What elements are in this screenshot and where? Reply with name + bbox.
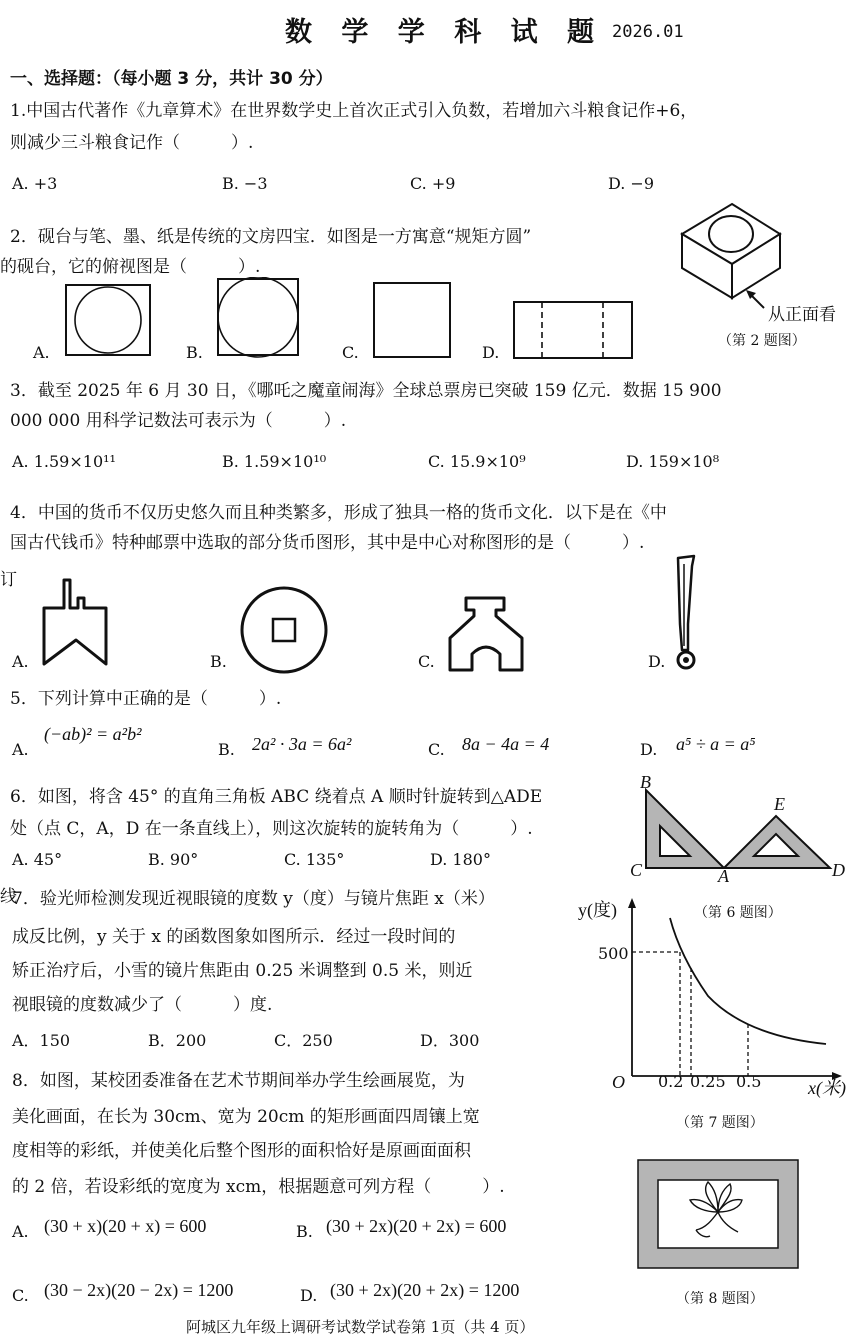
q5-option-c[interactable]: C.: [428, 740, 445, 759]
q6-option-c[interactable]: C. 135°: [284, 850, 345, 869]
q1-option-b[interactable]: B. −3: [222, 174, 268, 193]
question-7-line-1: 7．验光师检测发现近视眼镜的度数 y（度）与镜片焦距 x（米）: [12, 889, 495, 909]
graph-x-label: x(米): [808, 1078, 846, 1098]
question-6-line-2: 处（点 C，A，D 在一条直线上），则这次旋转的旋转角为（ ）.: [10, 819, 533, 839]
q2-option-d[interactable]: D.: [482, 343, 500, 362]
page-footer: 阿城区九年级上调研考试数学试卷第 1页（共 4 页）: [186, 1318, 535, 1336]
q7-option-d[interactable]: D．300: [420, 1031, 480, 1050]
point-c-label: C: [630, 860, 643, 880]
question-8-line-3: 度相等的彩纸，并使美化后整个图形的面积恰好是原画面面积: [12, 1141, 471, 1161]
q5-expr-c: 8a − 4a = 4: [462, 734, 550, 754]
q7-option-c[interactable]: C．250: [274, 1031, 333, 1050]
q6-option-d[interactable]: D. 180°: [430, 850, 491, 869]
page-title: 数 学 学 科 试 题: [285, 17, 604, 48]
q2-figure-a: [64, 283, 154, 359]
point-d-label: D: [832, 860, 845, 880]
question-4-line-1: 4．中国的货币不仅历史悠久而且种类繁多，形成了独具一格的货币文化．以下是在《中: [10, 503, 667, 523]
q7-option-a[interactable]: A．150: [12, 1031, 71, 1050]
q8-expr-c: (30 − 2x)(20 − 2x) = 1200: [44, 1280, 234, 1300]
question-1-line-1: 1.中国古代著作《九章算术》在世界数学史上首次正式引入负数，若增加六斗粮食记作+6，: [10, 101, 698, 121]
point-a-label: A: [718, 866, 729, 886]
binding-mark-ding: 订: [0, 570, 17, 590]
question-3-line-2: 000 000 用科学记数法可表示为（ ）.: [10, 411, 347, 431]
q3-option-b[interactable]: B. 1.59×10¹⁰: [222, 452, 327, 471]
q8-framed-painting-figure: [636, 1158, 800, 1270]
q8-option-c[interactable]: C.: [12, 1286, 29, 1305]
q2-option-c[interactable]: C.: [342, 343, 359, 362]
q7-caption: （第 7 题图）: [676, 1115, 764, 1131]
question-4-line-2: 国古代钱币》特种邮票中选取的部分货币图形，其中是中心对称图形的是（ ）.: [10, 533, 645, 553]
q2-option-b[interactable]: B.: [186, 343, 203, 362]
q8-option-b[interactable]: B.: [296, 1222, 313, 1241]
question-5-line-1: 5．下列计算中正确的是（ ）.: [10, 689, 282, 709]
q8-expr-b: (30 + 2x)(20 + 2x) = 600: [326, 1216, 507, 1236]
q2-caption: （第 2 题图）: [718, 333, 806, 349]
q4-option-d[interactable]: D.: [648, 652, 666, 671]
q5-option-a[interactable]: A.: [12, 740, 29, 759]
graph-x-tick-0-5: 0.5: [736, 1072, 762, 1091]
q2-option-a[interactable]: A.: [33, 343, 50, 362]
question-7-line-2: 成反比例，y 关于 x 的函数图象如图所示．经过一段时间的: [12, 927, 456, 947]
q2-figure-b: [216, 277, 302, 359]
q2-arrow-label: 从正面看: [768, 305, 836, 325]
painting-area: [658, 1180, 778, 1248]
q7-function-graph: [596, 896, 858, 1102]
graph-origin: O: [612, 1072, 625, 1092]
section-heading: 一、选择题：（每小题 3 分，共计 30 分）: [10, 69, 333, 89]
q2-figure-c: [372, 281, 454, 359]
question-8-line-4: 的 2 倍，若设彩纸的宽度为 xcm，根据题意可列方程（ ）.: [12, 1177, 505, 1197]
q4-option-b[interactable]: B.: [210, 652, 227, 671]
inkstone-well: [709, 216, 753, 252]
q8-option-d[interactable]: D.: [300, 1286, 318, 1305]
question-3-line-1: 3．截至 2025 年 6 月 30 日，《哪吒之魔童闹海》全球总票房已突破 159 亿元．数据 15 900: [10, 381, 722, 401]
question-8-line-1: 8．如图，某校团委准备在艺术节期间举办学生绘画展览，为: [12, 1071, 465, 1091]
question-6-line-1: 6．如图，将含 45° 的直角三角板 ABC 绕着点 A 顺时针旋转到△ADE: [10, 787, 543, 807]
q6-option-b[interactable]: B. 90°: [148, 850, 199, 869]
q4-spade-coin-figure: [40, 576, 112, 668]
q4-option-c[interactable]: C.: [418, 652, 435, 671]
q5-option-d[interactable]: D.: [640, 740, 658, 759]
graph-y-tick-500: 500: [598, 944, 629, 963]
exam-date: 2026.01: [612, 22, 684, 42]
q1-option-a[interactable]: A. +3: [12, 174, 58, 193]
point-b-label: B: [640, 772, 651, 792]
q5-expr-d: a⁵ ÷ a = a⁵: [676, 734, 756, 754]
question-1-line-2: 则减少三斗粮食记作（ ）.: [10, 133, 254, 153]
q8-expr-a: (30 + x)(20 + x) = 600: [44, 1216, 207, 1236]
q1-option-d[interactable]: D. −9: [608, 174, 655, 193]
q4-option-a[interactable]: A.: [12, 652, 29, 671]
q6-option-a[interactable]: A. 45°: [12, 850, 63, 869]
graph-y-label: y(度): [578, 900, 617, 920]
q3-option-d[interactable]: D. 159×10⁸: [626, 452, 720, 471]
q8-option-a[interactable]: A.: [12, 1222, 29, 1241]
q3-option-c[interactable]: C. 15.9×10⁹: [428, 452, 526, 471]
graph-x-tick-0-2: 0.2: [658, 1072, 684, 1091]
q7-option-b[interactable]: B．200: [148, 1031, 207, 1050]
q4-bridge-coin-figure: [446, 594, 526, 674]
q3-option-a[interactable]: A. 1.59×10¹¹: [12, 452, 116, 471]
q5-option-b[interactable]: B.: [218, 740, 235, 759]
question-2-line-2: 的砚台，它的俯视图是（ ）.: [0, 257, 261, 277]
q8-caption: （第 8 题图）: [676, 1291, 764, 1307]
question-8-line-2: 美化画面，在长为 30cm、宽为 20cm 的矩形画面四周镶上宽: [12, 1107, 480, 1127]
q6-triangle-figure: [628, 772, 854, 884]
question-7-line-3: 矫正治疗后，小雪的镜片焦距由 0.25 米调整到 0.5 米，则近: [12, 961, 473, 981]
question-2-line-1: 2．砚台与笔、墨、纸是传统的文房四宝．如图是一方寓意“规矩方圆”: [10, 227, 532, 247]
q2-figure-d: [512, 300, 636, 360]
q5-expr-a: (−ab)² = a²b²: [44, 724, 142, 744]
q5-expr-b: 2a² · 3a = 6a²: [252, 734, 352, 754]
q8-expr-d: (30 + 2x)(20 + 2x) = 1200: [330, 1280, 520, 1300]
q4-round-coin-figure: [238, 584, 330, 676]
q1-option-c[interactable]: C. +9: [410, 174, 456, 193]
graph-x-tick-0-25: 0.25: [690, 1072, 726, 1091]
q4-knife-coin-figure: [672, 554, 702, 672]
binding-mark-xian: 线: [0, 887, 17, 907]
point-e-label: E: [774, 794, 785, 814]
q6-caption: （第 6 题图）: [694, 905, 782, 921]
question-7-line-4: 视眼镜的度数减少了（ ）度.: [12, 995, 273, 1015]
